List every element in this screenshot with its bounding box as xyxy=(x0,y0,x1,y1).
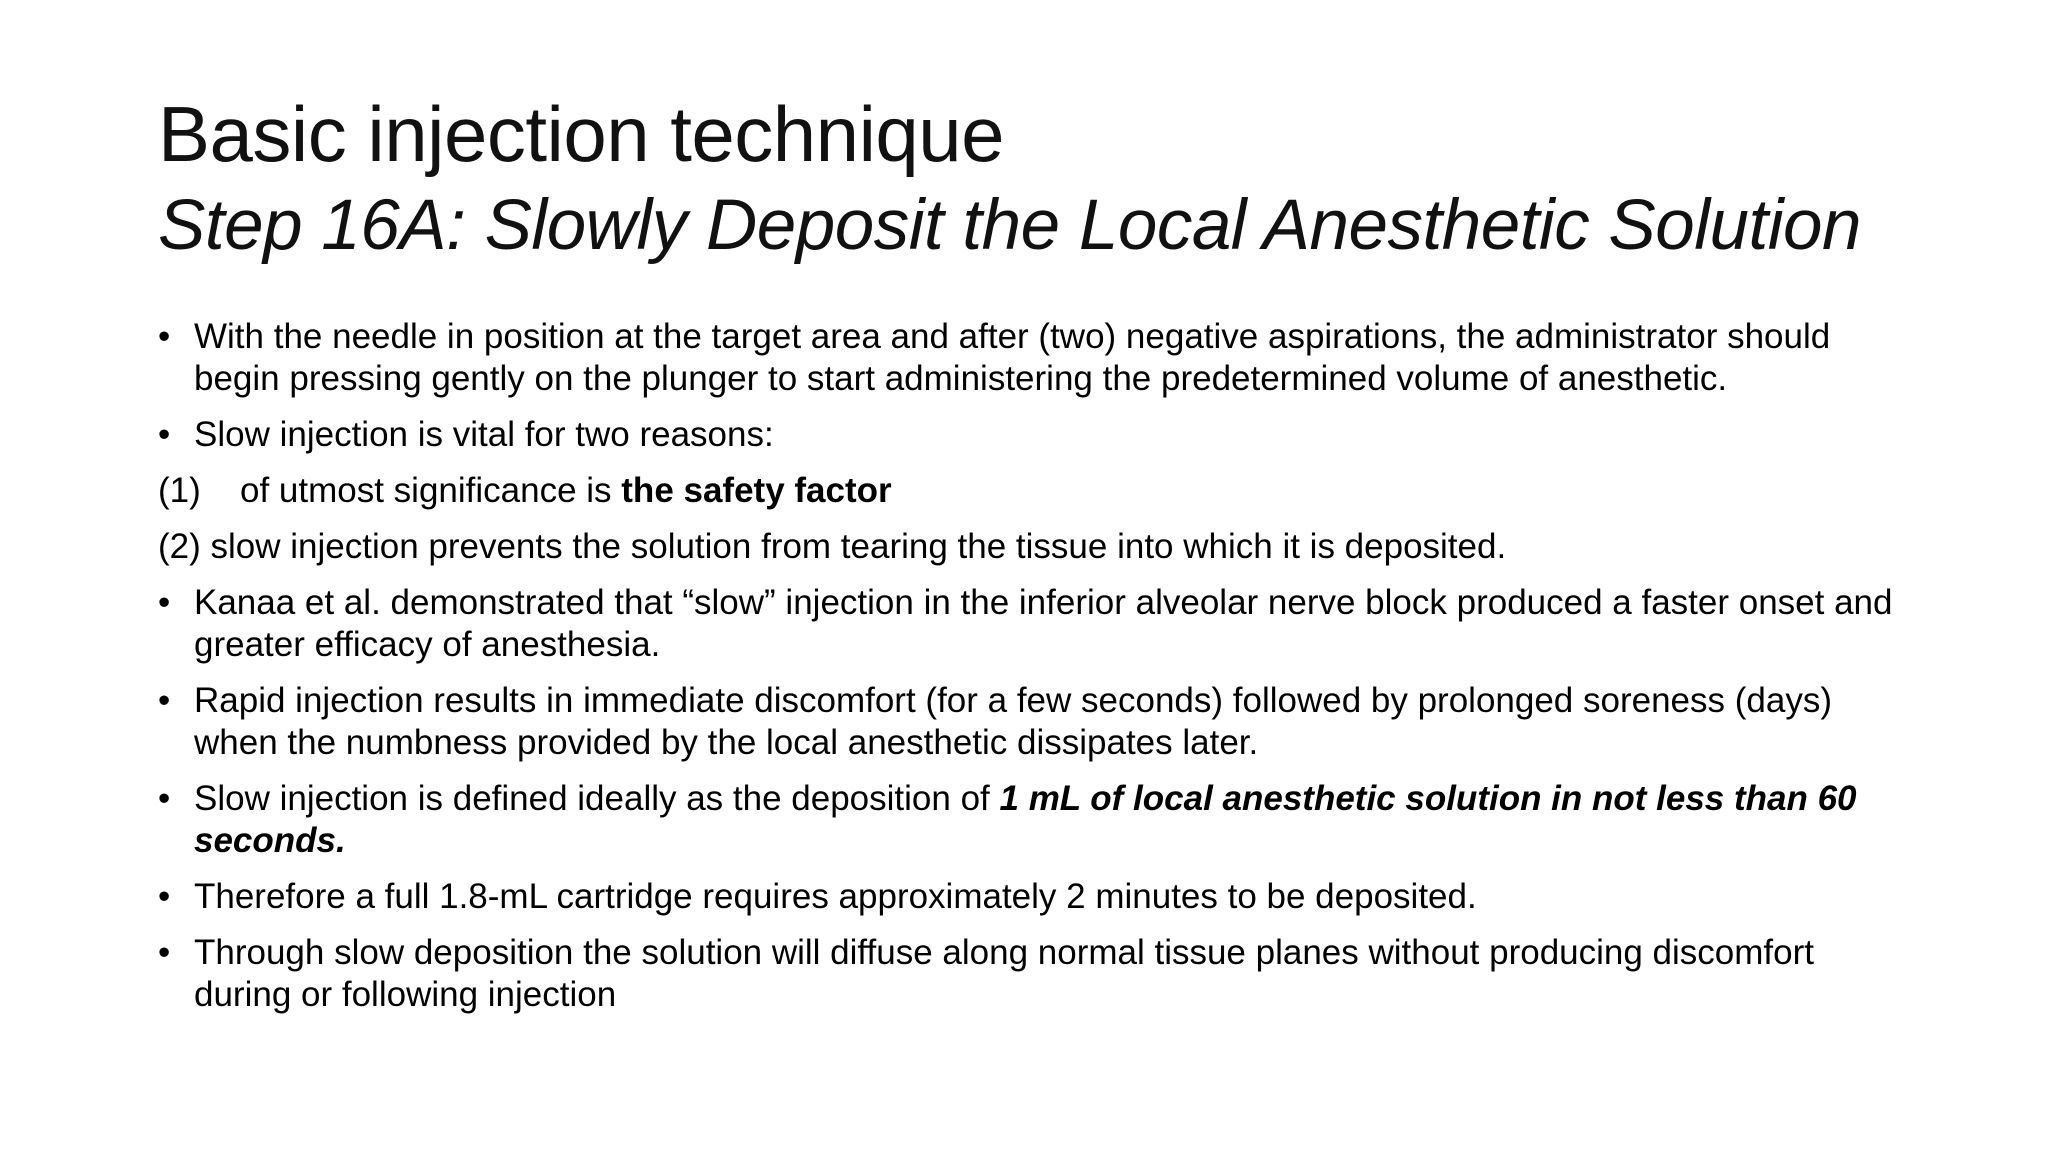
bullet-icon: • xyxy=(158,317,171,356)
slide-body xyxy=(158,316,1898,1030)
bullet-item xyxy=(158,778,1898,862)
bullet-icon: • xyxy=(158,583,171,622)
reason-item xyxy=(158,470,1898,512)
bullet-item xyxy=(158,582,1898,666)
reason-text: of utmost significance is xyxy=(240,471,622,510)
bullet-icon: • xyxy=(158,681,171,720)
bullet-text: Slow injection is vital for two reasons: xyxy=(194,415,774,454)
bullet-item xyxy=(158,316,1898,400)
bullet-icon: • xyxy=(158,933,171,972)
bullet-icon: • xyxy=(158,415,171,454)
reason-number: (1) xyxy=(158,471,201,510)
slide-subtitle: Step 16A: Slowly Deposit the Local Anesthetic Solution xyxy=(158,186,1862,265)
title-block xyxy=(158,88,1958,272)
bullet-text: Kanaa et al. demonstrated that “slow” injection in the inferior alveolar nerve block produced a faster onset and greater efficacy of anesthesia. xyxy=(194,583,1893,664)
bullet-item xyxy=(158,876,1898,918)
reason-text: (2) slow injection prevents the solution from tearing the tissue into which it is deposited. xyxy=(158,527,1507,566)
bullet-icon: • xyxy=(158,779,171,818)
bullet-item xyxy=(158,414,1898,456)
slide-title: Basic injection technique xyxy=(158,90,1005,178)
reason-item xyxy=(158,526,1898,568)
reason-emphasis: the safety factor xyxy=(621,471,892,510)
bullet-text: Rapid injection results in immediate discomfort (for a few seconds) followed by prolonged soreness (days) when the numbness provided by the local anesthetic dissipates later. xyxy=(194,681,1832,762)
bullet-text: With the needle in position at the target area and after (two) negative aspirations, the administrator should begin pressing gently on the plunger to start administering the predetermined volume of anesthetic. xyxy=(194,317,1831,398)
bullet-item xyxy=(158,680,1898,764)
bullet-text: Therefore a full 1.8-mL cartridge requires approximately 2 minutes to be deposited. xyxy=(194,877,1477,916)
bullet-icon: • xyxy=(158,877,171,916)
bullet-text: Slow injection is defined ideally as the deposition of xyxy=(194,779,1000,818)
bullet-item xyxy=(158,932,1898,1016)
bullet-emphasis: 1 mL of local anesthetic solution in not less than 60 seconds. xyxy=(194,779,1857,860)
bullet-text: Through slow deposition the solution will diffuse along normal tissue planes without producing discomfort during or following injection xyxy=(194,933,1814,1014)
